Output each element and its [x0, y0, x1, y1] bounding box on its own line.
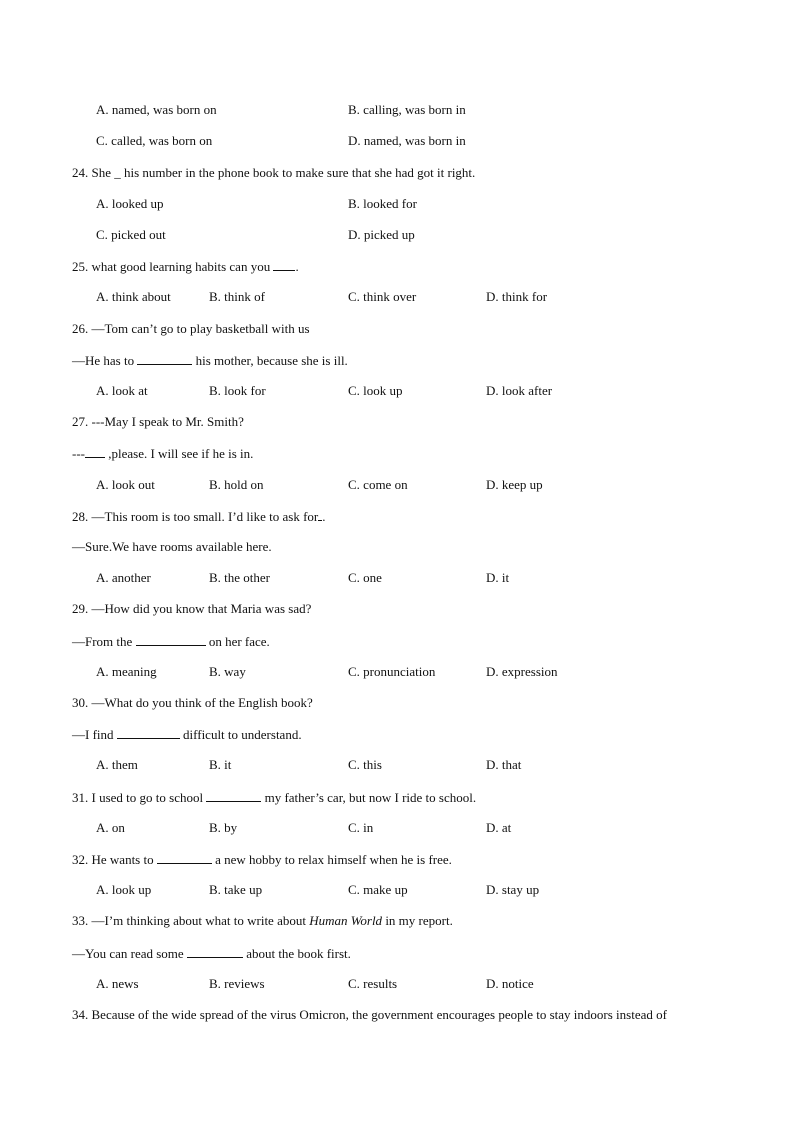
q25-option-a[interactable]: A. think about — [96, 289, 171, 304]
q28-stem — [72, 508, 326, 525]
q30-option-b[interactable]: B. it — [209, 757, 232, 772]
q31-blank — [206, 789, 261, 802]
q30-option-d[interactable]: D. that — [486, 757, 522, 772]
q27-reply-after: ,please. I will see if he is in. — [105, 446, 254, 461]
q33-option-a[interactable]: A. news — [96, 976, 139, 991]
q23-option-d[interactable]: D. named, was born in — [348, 133, 466, 148]
q33-reply — [72, 945, 351, 962]
q24-option-b[interactable]: B. looked for — [348, 196, 417, 211]
q32-stem-after: a new hobby to relax himself when he is free. — [211, 852, 452, 867]
q24-stem-after: his number in the phone book to make sure that she had got it right. — [120, 165, 476, 180]
q26-stem: 26. —Tom can’t go to play basketball with us — [72, 321, 310, 336]
q32-option-d[interactable]: D. stay up — [486, 882, 540, 897]
q24-stem — [72, 165, 475, 181]
q29-reply-before: —From the — [72, 634, 136, 649]
q33-reply-before: —You can read some — [72, 946, 187, 961]
q26-option-d[interactable]: D. look after — [486, 383, 553, 398]
q31-option-c[interactable]: C. in — [348, 820, 374, 835]
q28-stem-after: . — [322, 509, 326, 524]
q23-option-a[interactable]: A. named, was born on — [96, 102, 217, 117]
q28-option-b[interactable]: B. the other — [209, 570, 271, 585]
q24-stem-before: 24. She — [72, 165, 115, 180]
q27-option-a[interactable]: A. look out — [96, 477, 155, 492]
q31-stem-after: my father’s car, but now I ride to school. — [261, 790, 477, 805]
q33-reply-after: about the book first. — [242, 946, 351, 961]
q26-reply-after: his mother, because she is ill. — [192, 353, 348, 368]
q30-stem: 30. —What do you think of the English book? — [72, 695, 313, 710]
q27-reply-before: --- — [72, 446, 85, 461]
q32-blank — [157, 851, 212, 864]
q28-option-c[interactable]: C. one — [348, 570, 382, 585]
q33-stem-before: 33. —I’m thinking about what to write about — [72, 913, 310, 928]
q26-option-b[interactable]: B. look for — [209, 383, 266, 398]
q28-reply: —Sure.We have rooms available here. — [72, 539, 272, 554]
q27-option-b[interactable]: B. hold on — [209, 477, 264, 492]
q34-stem: 34. Because of the wide spread of the virus Omicron, the government encourages people to stay indoors instead of — [72, 1007, 667, 1022]
q25-option-c[interactable]: C. think over — [348, 289, 417, 304]
q29-option-b[interactable]: B. way — [209, 664, 246, 679]
q26-option-c[interactable]: C. look up — [348, 383, 403, 398]
q32-option-a[interactable]: A. look up — [96, 882, 152, 897]
q33-book-title: Human World — [309, 913, 383, 928]
q31-option-a[interactable]: A. on — [96, 820, 125, 835]
q30-reply — [72, 726, 302, 743]
q25-blank — [273, 258, 295, 271]
q29-stem: 29. —How did you know that Maria was sad? — [72, 601, 312, 616]
q31-stem — [72, 789, 476, 806]
q25-option-b[interactable]: B. think of — [209, 289, 265, 304]
q24-blank: _ — [114, 165, 121, 180]
q27-reply — [72, 445, 253, 462]
q33-option-c[interactable]: C. results — [348, 976, 398, 991]
q29-reply — [72, 633, 270, 650]
q27-option-d[interactable]: D. keep up — [486, 477, 543, 492]
q29-reply-after: on her face. — [205, 634, 270, 649]
q28-option-a[interactable]: A. another — [96, 570, 151, 585]
q26-reply — [72, 352, 348, 369]
q30-blank — [117, 726, 180, 739]
q29-blank — [136, 633, 206, 646]
q33-blank — [187, 945, 243, 958]
q29-option-d[interactable]: D. expression — [486, 664, 558, 679]
q28-stem-before: 28. —This room is too small. I’d like to ask for — [72, 509, 319, 524]
q31-option-d[interactable]: D. at — [486, 820, 512, 835]
q26-blank — [137, 352, 192, 365]
q27-blank — [85, 445, 105, 458]
q25-stem-after: . — [295, 259, 299, 274]
q33-stem-after: in my report. — [382, 913, 453, 928]
q23-option-b[interactable]: B. calling, was born in — [348, 102, 466, 117]
q24-option-a[interactable]: A. looked up — [96, 196, 164, 211]
q26-reply-before: —He has to — [72, 353, 138, 368]
q25-option-d[interactable]: D. think for — [486, 289, 548, 304]
q29-option-c[interactable]: C. pronunciation — [348, 664, 436, 679]
q31-option-b[interactable]: B. by — [209, 820, 238, 835]
q27-option-c[interactable]: C. come on — [348, 477, 408, 492]
q32-stem — [72, 851, 452, 868]
q33-option-b[interactable]: B. reviews — [209, 976, 265, 991]
q29-option-a[interactable]: A. meaning — [96, 664, 157, 679]
q31-stem-before: 31. I used to go to school — [72, 790, 207, 805]
q27-stem: 27. ---May I speak to Mr. Smith? — [72, 414, 244, 429]
q32-option-c[interactable]: C. make up — [348, 882, 408, 897]
q26-option-a[interactable]: A. look at — [96, 383, 148, 398]
q24-option-c[interactable]: C. picked out — [96, 227, 166, 242]
q33-option-d[interactable]: D. notice — [486, 976, 534, 991]
q32-option-b[interactable]: B. take up — [209, 882, 263, 897]
q28-option-d[interactable]: D. it — [486, 570, 510, 585]
q30-option-a[interactable]: A. them — [96, 757, 138, 772]
q33-stem — [72, 913, 453, 929]
q23-option-c[interactable]: C. called, was born on — [96, 133, 213, 148]
q32-stem-before: 32. He wants to — [72, 852, 157, 867]
q30-reply-before: —I find — [72, 727, 117, 742]
q25-stem-before: 25. what good learning habits can you — [72, 259, 274, 274]
q24-option-d[interactable]: D. picked up — [348, 227, 415, 242]
q25-stem — [72, 258, 299, 275]
q30-option-c[interactable]: C. this — [348, 757, 382, 772]
q30-reply-after: difficult to understand. — [179, 727, 302, 742]
